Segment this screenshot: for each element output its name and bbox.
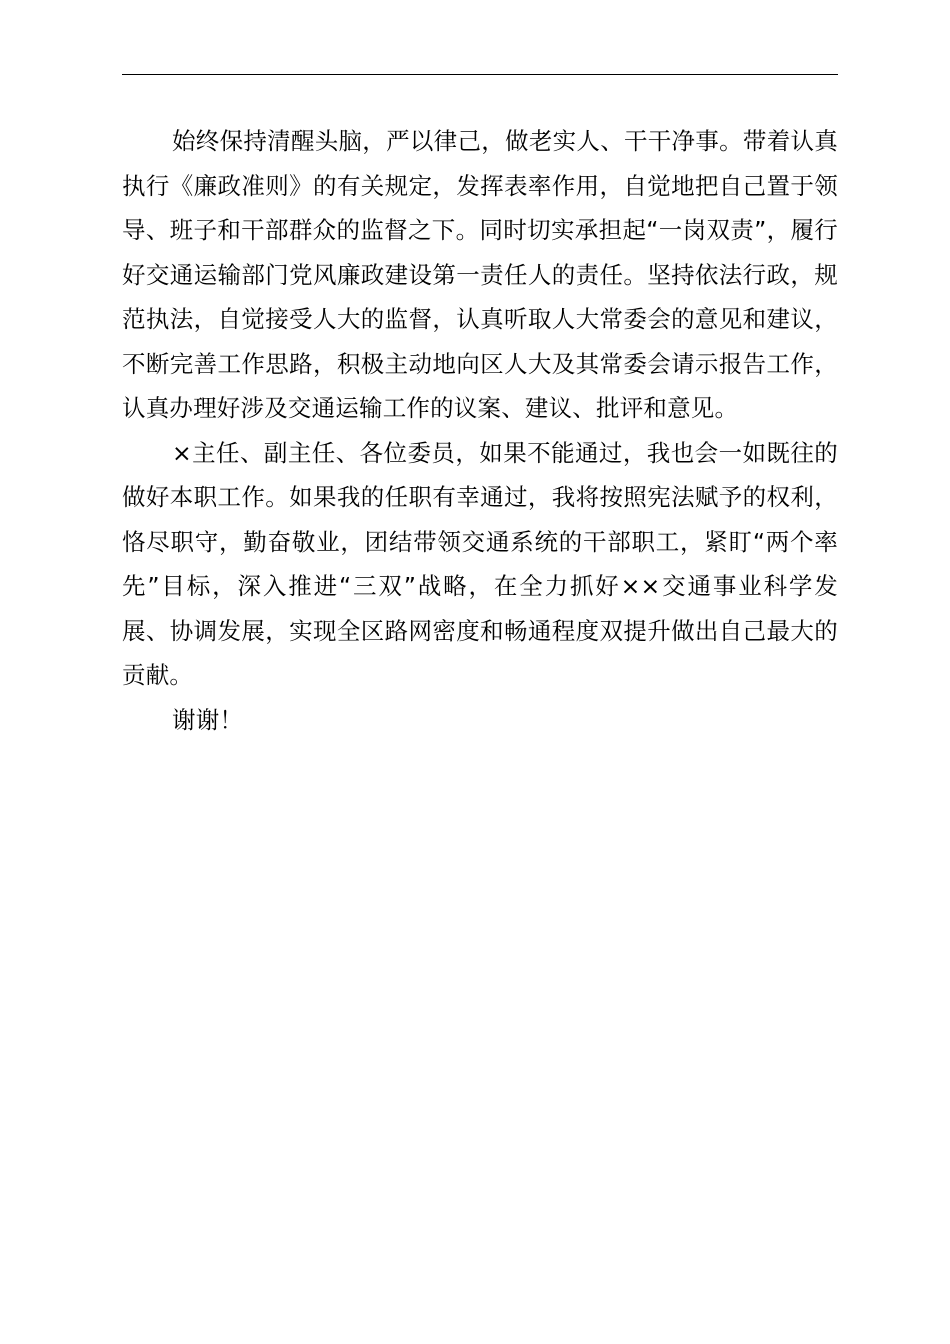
paragraph-commitment: ×主任、副主任、各位委员，如果不能通过，我也会一如既往的做好本职工作。如果我的任职有幸通过，我将按照宪法赋予的权利，恪尽职守，勤奋敬业，团结带领交通系统的干部职工，紧盯“两个率先”目标，深入推进“三双”战略，在全力抓好××交通事业科学发展、协调发展，实现全区路网密度和畅通程度双提升做出自己最大的贡献。 — [122, 438, 838, 689]
paragraph-self-discipline: 始终保持清醒头脑，严以律己，做老实人、干干净事。带着认真执行《廉政准则》的有关规定，发挥表率作用，自觉地把自己置于领导、班子和干部群众的监督之下。同时切实承担起“一岗双责”，履行好交通运输部门党风廉政建设第一责任人的责任。坚持依法行政，规范执法，自觉接受人大的监督，认真听取人大常委会的意见和建议，不断完善工作思路，积极主动地向区人大及其常委会请示报告工作，认真办理好涉及交通运输工作的议案、建议、批评和意见。 — [122, 127, 838, 422]
header-rule — [122, 74, 838, 75]
paragraph-thanks: 谢谢！ — [172, 705, 244, 734]
document-body — [122, 119, 838, 742]
